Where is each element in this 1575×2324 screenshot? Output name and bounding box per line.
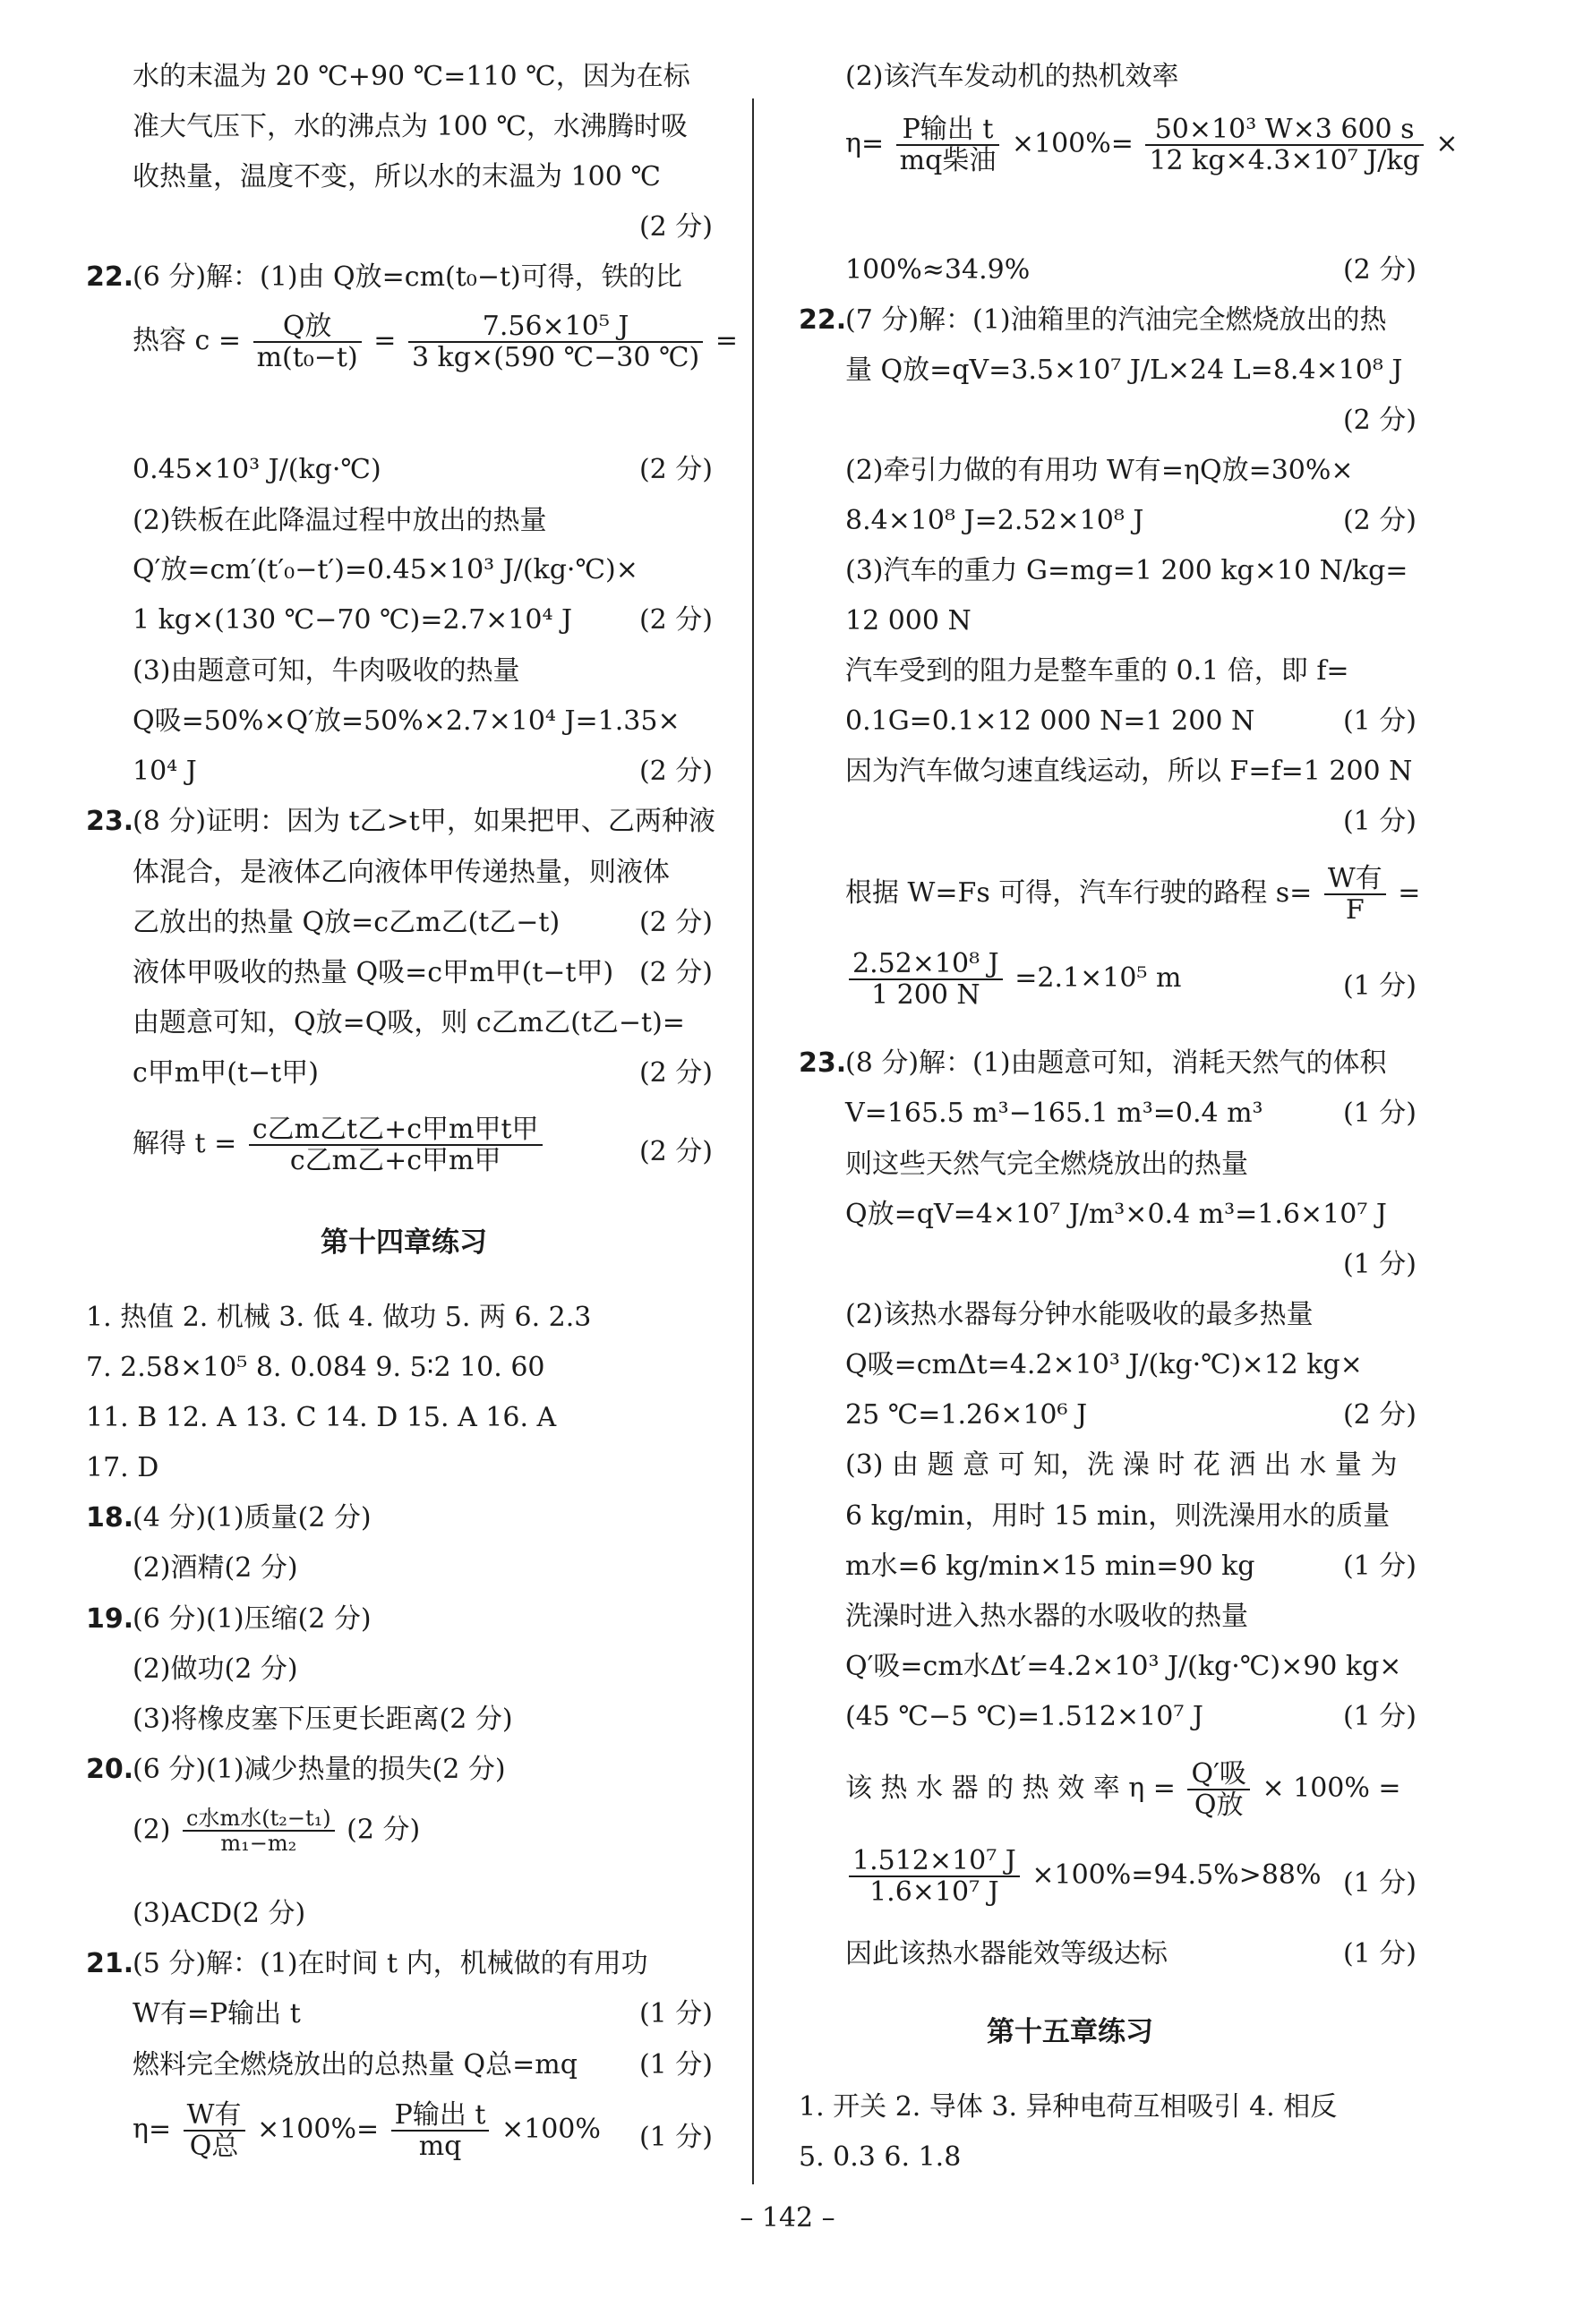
- score: (1 分): [1342, 806, 1417, 837]
- text-line: Q′放=cm′(t′₀−t′)=0.45×10³ J/(kg·℃)×: [133, 554, 638, 585]
- fraction: $\frac{\text{P输出 t}}{\text{mq柴油}}$: [896, 115, 1000, 175]
- score: (1 分): [1342, 1701, 1417, 1732]
- text-line: (6 分)(1)减少热量的损失(2 分): [133, 1754, 506, 1785]
- formula-line: [133, 311, 738, 373]
- text-line: 洗澡时进入热水器的水吸收的热量: [845, 1601, 1248, 1632]
- formula-line: 解得 t = $\frac{\text{c乙m乙t乙+c甲m甲t甲}}{\text{c乙m乙+c甲m甲}}$ (2 分): [133, 1114, 713, 1176]
- formula-line: 根据 W=Fs 可得，汽车行驶的路程 s= $\frac{\text{W有}}{F}$ =: [845, 863, 1421, 926]
- question-number: 21.: [86, 1948, 134, 1979]
- score: (1 分): [1342, 970, 1417, 1002]
- text-line: 8.4×10⁸ J=2.52×10⁸ J (2 分): [845, 503, 1417, 539]
- question-number: 22.: [86, 261, 134, 293]
- text-line: 6 kg/min，用时 15 min，则洗澡用水的质量: [845, 1500, 1391, 1532]
- text-line: 准大气压下，水的沸点为 100 ℃，水沸腾时吸: [133, 111, 688, 142]
- score: (1 分): [1342, 1938, 1417, 1969]
- fraction: $\frac{\text{Q′吸}}{\text{Q放}}$: [1187, 1759, 1249, 1820]
- text-line: (3) 由 题 意 可 知，洗 澡 时 花 洒 出 水 量 为: [845, 1449, 1398, 1481]
- answer-row: 17. D: [86, 1452, 159, 1483]
- fraction: $\frac{\text{c乙m乙t乙+c甲m甲t甲}}{\text{c乙m乙+c甲m甲}}$: [249, 1115, 543, 1175]
- chapter-14-title: 第十四章练习: [321, 1226, 487, 1259]
- score: (1 分): [1342, 705, 1417, 737]
- text-line: (8 分)证明：因为 t乙>t甲，如果把甲、乙两种液: [133, 806, 715, 837]
- formula-text: 热容 c =: [133, 325, 242, 356]
- text-line: (3)将橡皮塞下压更长距离(2 分): [133, 1704, 513, 1735]
- question-number: 19.: [86, 1603, 134, 1635]
- text-line: 水的末温为 20 ℃+90 ℃=110 ℃，因为在标: [133, 61, 690, 92]
- formula-line: 该 热 水 器 的 热 效 率 η = $\frac{\text{Q′吸}}{\text{Q放}}$ × 100% =: [845, 1758, 1401, 1821]
- text-line: (2)该热水器每分钟水能吸收的最多热量: [845, 1299, 1314, 1330]
- answer-row: 7. 2.58×10⁵ 8. 0.084 9. 5∶2 10. 60: [86, 1352, 545, 1383]
- score: (2 分): [638, 1057, 713, 1089]
- score: (1 分): [638, 2049, 713, 2080]
- question-number: 23.: [86, 806, 134, 837]
- text-line: c甲m甲(t−t甲) (2 分): [133, 1055, 713, 1091]
- formula-line: η= $\frac{\text{W有}}{\text{Q总}}$ ×100%= $\frac{\text{P输出 t}}{mq}$ ×100% (1 分): [133, 2099, 713, 2162]
- answer-row: 1. 热值 2. 机械 3. 低 4. 做功 5. 两 6. 2.3: [86, 1302, 592, 1333]
- text-line: 因此该热水器能效等级达标 (1 分): [845, 1936, 1417, 1972]
- column-divider: [752, 98, 754, 2184]
- fraction: $\frac{\text{W有}}{F}$: [1324, 864, 1386, 925]
- text-line: 燃料完全燃烧放出的总热量 Q总=mq (1 分): [133, 2047, 713, 2083]
- text-line: (6 分)解：(1)由 Q放=cm(t₀−t)可得，铁的比: [133, 261, 682, 293]
- text-line: (3)ACD(2 分): [133, 1898, 306, 1929]
- text-line: (45 ℃−5 ℃)=1.512×10⁷ J (1 分): [845, 1699, 1417, 1735]
- text-line: (3)由题意可知，牛肉吸收的热量: [133, 655, 520, 687]
- question-number: 23.: [799, 1047, 847, 1079]
- score: (1 分): [1342, 1551, 1417, 1582]
- fraction: $\frac{\text{Q放}}{\text{m(t₀−t)}}$: [253, 312, 362, 372]
- question-number: 20.: [86, 1754, 134, 1785]
- text-line: (2)铁板在此降温过程中放出的热量: [133, 505, 547, 536]
- formula-line: $\frac{\text{2.52×10⁸ J}}{1 200 N}$ =2.1×10⁵ m (1 分): [845, 949, 1417, 1010]
- score: (1 分): [1342, 1867, 1417, 1899]
- text-line: (2)牵引力做的有用功 W有=ηQ放=30%×: [845, 455, 1354, 486]
- text-line: (2)做功(2 分): [133, 1653, 298, 1685]
- text-line: (2)该汽车发动机的热机效率: [845, 61, 1179, 92]
- text-line: 0.45×10³ J/(kg·℃) (2 分): [133, 452, 713, 488]
- answer-row: 5. 0.3 6. 1.8: [799, 2141, 962, 2173]
- text-line: 乙放出的热量 Q放=c乙m乙(t乙−t) (2 分): [133, 905, 713, 941]
- fraction: $\frac{\text{P输出 t}}{mq}$: [391, 2100, 490, 2161]
- text-line: (3)汽车的重力 G=mg=1 200 kg×10 N/kg=: [845, 555, 1408, 586]
- text-line: 由题意可知，Q放=Q吸，则 c乙m乙(t乙−t)=: [133, 1007, 685, 1038]
- score: (2 分): [638, 1136, 713, 1167]
- score: (2 分): [638, 957, 713, 988]
- score: (2 分): [1342, 505, 1417, 536]
- answer-row: 1. 开关 2. 导体 3. 异种电荷互相吸引 4. 相反: [799, 2091, 1338, 2123]
- text-line: Q放=qV=4×10⁷ J/m³×0.4 m³=1.6×10⁷ J: [845, 1199, 1387, 1230]
- question-number: 18.: [86, 1502, 134, 1534]
- text-line: 则这些天然气完全燃烧放出的热量: [845, 1149, 1248, 1180]
- text-line: Q吸=cmΔt=4.2×10³ J/(kg·℃)×12 kg×: [845, 1349, 1363, 1380]
- score: (2 分): [638, 756, 713, 787]
- text-line: (8 分)解：(1)由题意可知，消耗天然气的体积: [845, 1047, 1387, 1079]
- text-line: 25 ℃=1.26×10⁶ J (2 分): [845, 1397, 1417, 1433]
- text-line: 1 kg×(130 ℃−70 ℃)=2.7×10⁴ J (2 分): [133, 602, 713, 638]
- fraction: $\frac{\text{1.512×10⁷ J}}{\text{1.6×10⁷ J}}$: [849, 1846, 1020, 1907]
- fraction: $\frac{\text{2.52×10⁸ J}}{1 200 N}$: [849, 949, 1003, 1010]
- text-line: 100%≈34.9% (2 分): [845, 252, 1417, 288]
- fraction: $\frac{\text{W有}}{\text{Q总}}$: [184, 2100, 245, 2161]
- text-line: (6 分)(1)压缩(2 分): [133, 1603, 372, 1635]
- text-line: (5 分)解：(1)在时间 t 内，机械做的有用功: [133, 1948, 648, 1979]
- text-line: 因为汽车做匀速直线运动，所以 F=f=1 200 N: [845, 756, 1413, 787]
- text-line: Q吸=50%×Q′放=50%×2.7×10⁴ J=1.35×: [133, 705, 681, 737]
- text-line: 液体甲吸收的热量 Q吸=c甲m甲(t−t甲) (2 分): [133, 955, 713, 991]
- formula-text: =: [715, 325, 738, 356]
- score: (2 分): [1342, 1399, 1417, 1431]
- score: (1 分): [638, 1998, 713, 2029]
- answer-row: 11. B 12. A 13. C 14. D 15. A 16. A: [86, 1402, 557, 1433]
- score: (2 分): [638, 604, 713, 636]
- text-line: 汽车受到的阻力是整车重的 0.1 倍，即 f=: [845, 655, 1349, 687]
- score: (1 分): [1342, 1098, 1417, 1129]
- score: (2 分): [638, 211, 713, 243]
- page-number: – 142 –: [740, 2202, 835, 2234]
- fraction: $\frac{\text{c水m水(t₂−t₁)}}{\text{m₁−m₂}}$: [183, 1807, 335, 1856]
- text-line: m水=6 kg/min×15 min=90 kg (1 分): [845, 1549, 1417, 1585]
- text-line: 收热量，温度不变，所以水的末温为 100 ℃: [133, 161, 661, 192]
- text-line: (7 分)解：(1)油箱里的汽油完全燃烧放出的热: [845, 304, 1387, 336]
- text-line: 0.1G=0.1×12 000 N=1 200 N (1 分): [845, 704, 1417, 739]
- score: (2 分): [1342, 254, 1417, 286]
- fraction: $\frac{\text{50×10³ W×3 600 s}}{\text{12 kg×4.3×10⁷ J/kg}}$: [1145, 115, 1423, 175]
- text-line: 量 Q放=qV=3.5×10⁷ J/L×24 L=8.4×10⁸ J: [845, 355, 1403, 386]
- formula-line: (2) $\frac{\text{c水m水(t₂−t₁)}}{\text{m₁−m₂}}$ (2 分): [133, 1806, 421, 1857]
- score: (2 分): [638, 907, 713, 938]
- chapter-15-title: 第十五章练习: [987, 2016, 1153, 2048]
- score: (1 分): [638, 2122, 713, 2153]
- text-line: 体混合，是液体乙向液体甲传递热量，则液体: [133, 857, 670, 888]
- text-line: Q′吸=cm水Δt′=4.2×10³ J/(kg·℃)×90 kg×: [845, 1651, 1402, 1682]
- text-line: W有=P输出 t (1 分): [133, 1996, 713, 2032]
- score: (2 分): [1342, 405, 1417, 436]
- text-line: 12 000 N: [845, 605, 972, 637]
- text-line: (2)酒精(2 分): [133, 1552, 298, 1584]
- text-line: 10⁴ J (2 分): [133, 754, 713, 790]
- text-line: (4 分)(1)质量(2 分): [133, 1502, 372, 1534]
- formula-line: $\frac{\text{1.512×10⁷ J}}{\text{1.6×10⁷ J}}$ ×100%=94.5%>88% (1 分): [845, 1846, 1417, 1907]
- fraction: $\frac{\text{7.56×10⁵ J}}{3 kg\times(590 ℃-30 ℃)}$: [408, 312, 703, 372]
- formula-line: η= $\frac{\text{P输出 t}}{\text{mq柴油}}$ ×100%= $\frac{\text{50×10³ W×3 600 s}}{\text{12 kg×4.3×10⁷ J/kg}}$ ×: [845, 114, 1459, 176]
- question-number: 22.: [799, 304, 847, 336]
- score: (1 分): [1342, 1249, 1417, 1280]
- text-line: V=165.5 m³−165.1 m³=0.4 m³ (1 分): [845, 1096, 1417, 1132]
- score: (2 分): [638, 454, 713, 485]
- formula-text: =: [373, 325, 397, 356]
